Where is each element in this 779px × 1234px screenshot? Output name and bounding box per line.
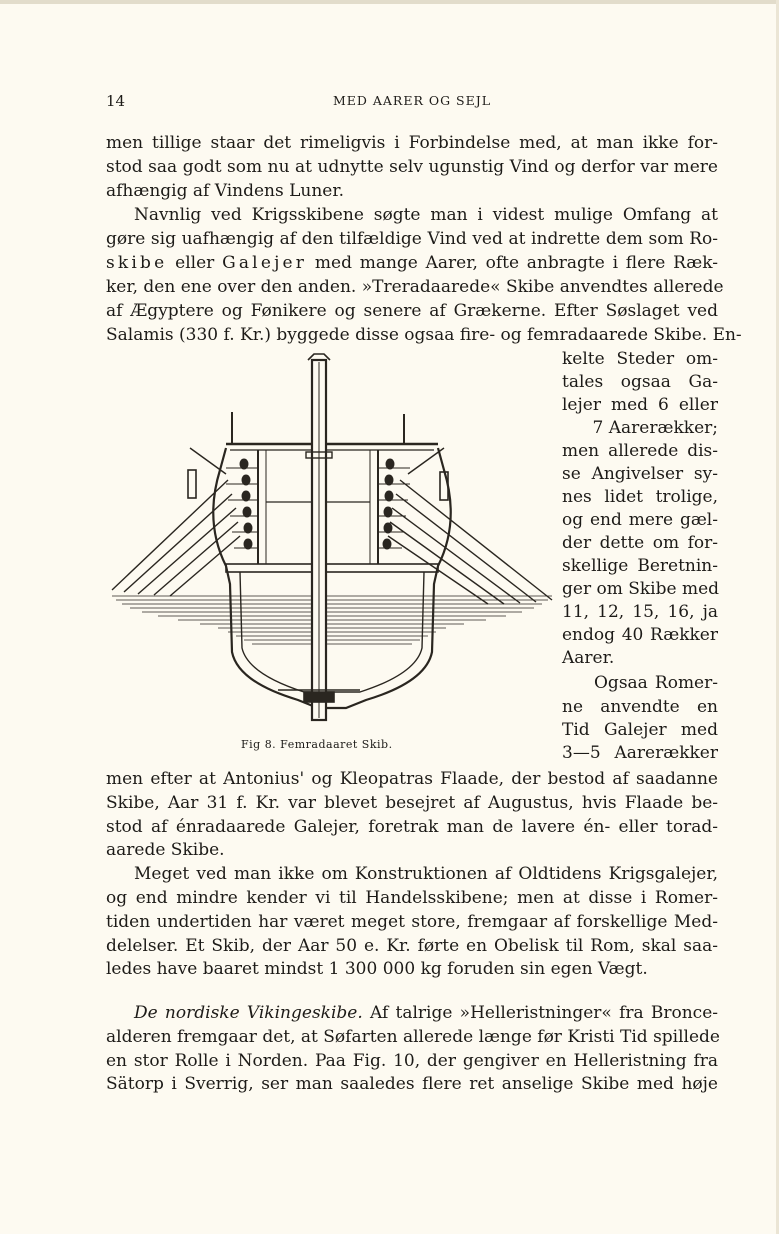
text-fragment: Af talrige »Helleristninger« fra Bronce- [370,1003,719,1023]
side-text-line: ne anvendte en [562,697,718,717]
text-line: tiden undertiden har været meget store, fremgaar af forskellige Med- [106,912,718,932]
text-line-spaced [106,251,718,275]
text-line: afhængig af Vindens Luner. [106,181,345,201]
text-line: men tillige staar det rimeligvis i Forbindelse med, at man ikke for- [106,133,718,153]
side-text-line: kelte Steder om- [562,349,718,369]
side-text-line: ger om Skibe med [562,579,720,599]
side-text-line: lejer med 6 eller [562,395,718,415]
section-heading-vikingeskibe: De nordiske Vikingeskibe. [134,1003,363,1023]
spaced-term-galejer: Galejer [222,253,308,273]
ship-cross-section-illustration [108,352,556,736]
page-edge-top [0,0,779,4]
side-text-line: 3—5 Aarerækker [562,743,718,763]
side-text-line: skellige Beretnin- [562,556,718,576]
text-line: men efter at Antonius' og Kleopatras Flaade, der bestod af saadanne [106,769,718,789]
hull-outer [213,448,450,708]
text-line: stod saa godt som nu at udnytte selv ugunstig Vind og derfor var mere [106,157,718,177]
side-text-line: der dette om for- [562,533,718,553]
text-fragment: eller [175,253,215,273]
figure-ship-cross-section [108,352,556,736]
oars-right [388,448,552,604]
side-text-line: tales ogsaa Ga- [562,372,718,392]
text-line: Skibe, Aar 31 f. Kr. var blevet besejret af Augustus, hvis Flaade be- [106,793,718,813]
side-text-line: og end mere gæl- [562,510,718,530]
side-text-line: Ogsaa Romer- [594,673,718,693]
text-line: Navnlig ved Krigsskibene søgte man i videst mulige Omfang at [134,205,718,225]
text-line: en stor Rolle i Norden. Paa Fig. 10, der gengiver en Helleristning fra [106,1051,718,1071]
text-line: og end mindre kender vi til Handelsskibene; men at disse i Romer- [106,888,718,908]
text-line: aarede Skibe. [106,840,225,860]
text-line: Salamis (330 f. Kr.) byggede disse ogsaa fire- og femradaarede Skibe. En- [106,325,742,345]
rower-tiers-left [226,459,258,549]
text-line: stod af énradaarede Galejer, foretrak man de lavere én- eller torad- [106,817,718,837]
side-text-line: Tid Galejer med [562,720,718,740]
side-text-line: endog 40 Rækker [562,625,718,645]
side-text-line: Aarer. [562,648,615,668]
text-line: ledes have baaret mindst 1 300 000 kg foruden sin egen Vægt. [106,959,648,979]
spaced-term-roskibe: skibe [106,253,168,273]
page-number: 14 [106,92,126,110]
side-text-line: 7 Aarerækker; [592,418,718,438]
text-line-with-heading [106,1001,718,1025]
text-fragment: med mange Aarer, ofte anbragte i flere Ræk- [314,253,719,273]
text-line: alderen fremgaar det, at Søfarten allerede længe før Kristi Tid spillede [106,1027,720,1047]
text-line: af Ægyptere og Fønikere og senere af Grækerne. Efter Søslaget ved [106,301,718,321]
side-text-line: 11, 12, 15, 16, ja [562,602,718,622]
rower-tiers-right [378,459,410,549]
side-text-line: nes lidet trolige, [562,487,718,507]
text-line: gøre sig uafhængig af den tilfældige Vind ved at indrette dem som Ro- [106,229,718,249]
text-line: Sätorp i Sverrig, ser man saaledes flere ret anselige Skibe med høje [106,1074,718,1094]
running-head: MED AARER OG SEJL [332,93,492,108]
page-header [106,92,718,114]
figure-caption: Fig 8. Femradaaret Skib. [241,738,393,751]
text-line: Meget ved man ikke om Konstruktionen af Oldtidens Krigsgalejer, [134,864,718,884]
text-line: delelser. Et Skib, der Aar 50 e. Kr. førte en Obelisk til Rom, skal saa- [106,936,718,956]
side-text-line: men allerede dis- [562,441,718,461]
side-text-line: se Angivelser sy- [562,464,718,484]
text-line: ker, den ene over den anden. »Treradaarede« Skibe anvendtes allerede [106,277,724,297]
